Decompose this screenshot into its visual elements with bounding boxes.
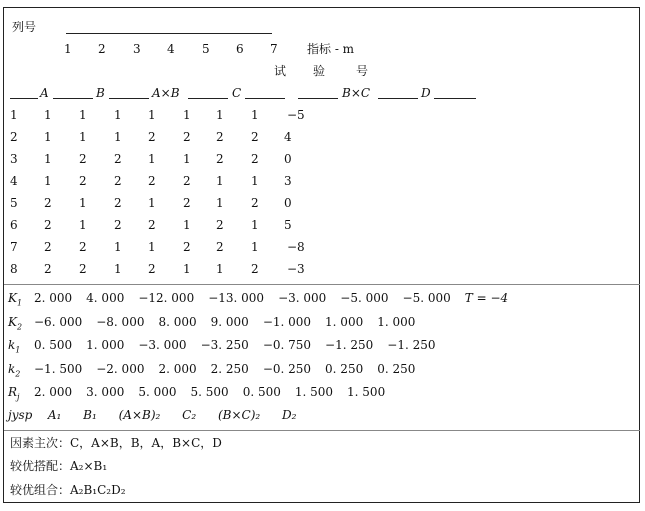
row-number: 4 (10, 174, 18, 188)
table-cell: 1 (216, 108, 224, 122)
table-cell: 2 (148, 174, 156, 188)
table-cell: 1 (148, 196, 156, 210)
index-value: 0 (284, 196, 292, 210)
stat-value: 9. 000 (210, 314, 249, 329)
factor-rule (378, 98, 418, 99)
section-divider (4, 430, 640, 431)
stat-value: −1. 250 (387, 338, 436, 352)
stat-value: −12. 000 (138, 291, 195, 305)
stat-value: −2. 000 (96, 361, 145, 376)
table-cell: 2 (216, 130, 224, 144)
table-cell: 2 (251, 262, 259, 276)
factor-rule (188, 98, 228, 99)
table-cell: 1 (114, 262, 122, 276)
factor-rule (10, 98, 38, 99)
factor-label: C (232, 86, 242, 100)
table-cell: 2 (79, 152, 87, 166)
stat-value: 2. 250 (210, 361, 249, 376)
stat-value: 0. 500 (242, 385, 281, 399)
stat-value: −6. 000 (34, 314, 83, 329)
table-cell: 2 (148, 218, 156, 232)
table-cell: 1 (251, 174, 259, 188)
stat-value: 5. 500 (190, 385, 229, 399)
table-cell: 1 (79, 108, 87, 122)
table-cell: 1 (114, 130, 122, 144)
column-number: 5 (202, 42, 210, 56)
index-value: −3 (287, 262, 305, 276)
index-value: 3 (284, 174, 292, 188)
jysp-item: C₂ (182, 408, 197, 422)
table-cell: 2 (183, 240, 191, 254)
table-cell: 2 (251, 130, 259, 144)
table-cell: 2 (79, 174, 87, 188)
table-cell: 2 (216, 240, 224, 254)
table-cell: 2 (148, 262, 156, 276)
table-cell: 2 (251, 152, 259, 166)
table-cell: 2 (251, 196, 259, 210)
stat-subscript: 1 (15, 345, 21, 355)
table-cell: 2 (148, 130, 156, 144)
stat-symbol: k (8, 338, 16, 352)
total-value: T = −4 (464, 291, 509, 305)
table-cell: 2 (114, 196, 122, 210)
column-number: 7 (270, 42, 278, 56)
table-cell: 1 (114, 108, 122, 122)
factor-rule (434, 98, 476, 99)
table-cell: 1 (251, 218, 259, 232)
table-cell: 2 (79, 240, 87, 254)
table-frame (3, 7, 640, 503)
header-rule (66, 33, 272, 34)
jysp-item: (B×C)₂ (217, 408, 261, 422)
stat-symbol: R (8, 385, 18, 399)
factor-rule (298, 98, 338, 99)
factor-rule (53, 98, 93, 99)
conclusion-factor-order: 因素主次：C，A×B，B，A，B×C，D (10, 436, 222, 450)
stat-label (8, 338, 34, 354)
stat-value: −3. 250 (200, 338, 249, 352)
table-cell: 1 (183, 218, 191, 232)
stat-value: −13. 000 (208, 291, 265, 305)
factor-label: D (421, 86, 431, 100)
stat-value: −1. 250 (325, 338, 374, 352)
table-cell: 2 (114, 218, 122, 232)
jysp-row (8, 408, 296, 422)
stat-row (8, 385, 399, 401)
stat-value: 8. 000 (158, 314, 197, 329)
test-label-2: 验 (313, 64, 326, 78)
stat-label (8, 315, 34, 331)
conclusion-best-combination: 较优组合：A₂B₁C₂D₂ (10, 483, 126, 497)
column-number: 3 (133, 42, 141, 56)
table-cell: 1 (183, 152, 191, 166)
table-cell: 2 (216, 218, 224, 232)
table-cell: 2 (183, 130, 191, 144)
row-number: 3 (10, 152, 18, 166)
stat-value: 1. 000 (325, 314, 364, 329)
row-number: 5 (10, 196, 18, 210)
jysp-label: jysp (8, 408, 33, 422)
stat-value: −1. 500 (34, 361, 83, 376)
row-number: 1 (10, 108, 18, 122)
stat-value: 2. 000 (158, 361, 197, 376)
table-cell: 1 (216, 174, 224, 188)
table-cell: 1 (148, 240, 156, 254)
stat-value: −8. 000 (96, 314, 145, 329)
index-value: 0 (284, 152, 292, 166)
table-cell: 2 (114, 152, 122, 166)
column-label: 列号 (12, 20, 37, 34)
conclusion-best-match: 较优搭配：A₂×B₁ (10, 459, 108, 473)
table-cell: 1 (114, 240, 122, 254)
stat-value: 0. 250 (325, 361, 364, 376)
table-cell: 2 (44, 196, 52, 210)
stat-label (8, 291, 34, 307)
stat-value: 3. 000 (86, 385, 125, 399)
index-value: −5 (287, 108, 305, 122)
row-number: 2 (10, 130, 18, 144)
stat-symbol: K (8, 314, 17, 329)
table-cell: 1 (216, 262, 224, 276)
stat-symbol: k (8, 361, 16, 376)
stat-value: 1. 500 (347, 385, 386, 399)
table-cell: 1 (44, 174, 52, 188)
table-cell: 2 (44, 262, 52, 276)
table-cell: 2 (44, 218, 52, 232)
jysp-item: B₁ (83, 408, 97, 422)
stat-subscript: 2 (16, 321, 23, 331)
test-label-3: 号 (356, 64, 369, 78)
table-cell: 1 (216, 196, 224, 210)
row-number: 7 (10, 240, 18, 254)
table-cell: 1 (44, 152, 52, 166)
column-number: 6 (236, 42, 244, 56)
stat-value: −3. 000 (138, 338, 187, 352)
stat-subscript: 2 (15, 368, 21, 378)
stat-subscript: j (17, 392, 20, 402)
table-cell: 1 (79, 196, 87, 210)
table-cell: 1 (148, 152, 156, 166)
section-divider (4, 284, 640, 285)
stat-value: −3. 000 (278, 291, 327, 305)
factor-label: B×C (342, 86, 371, 100)
column-number: 2 (98, 42, 106, 56)
table-cell: 1 (251, 108, 259, 122)
stat-row (8, 338, 450, 354)
table-cell: 1 (148, 108, 156, 122)
table-cell: 1 (183, 262, 191, 276)
stat-value: 2. 000 (34, 291, 73, 305)
stat-value: 1. 500 (294, 385, 334, 399)
jysp-item: (A×B)₂ (118, 408, 161, 422)
stat-value: −5. 000 (340, 291, 389, 305)
table-cell: 2 (114, 174, 122, 188)
jysp-item: D₂ (282, 408, 297, 422)
stat-value: −0. 250 (262, 361, 312, 376)
stat-row (8, 315, 429, 331)
column-number: 4 (167, 42, 175, 56)
stat-value: 0. 500 (34, 338, 73, 352)
stat-label (8, 385, 34, 401)
stat-value: −5. 000 (402, 291, 451, 305)
table-cell: 1 (79, 218, 87, 232)
index-value: −8 (287, 240, 305, 254)
table-cell: 1 (79, 130, 87, 144)
factor-rule (109, 98, 149, 99)
factor-rule (245, 98, 285, 99)
stat-symbol: K (8, 291, 17, 305)
table-cell: 2 (216, 152, 224, 166)
table-cell: 2 (183, 196, 191, 210)
stat-value: 2. 000 (34, 385, 73, 399)
stat-value: 4. 000 (86, 291, 125, 305)
row-number: 6 (10, 218, 18, 232)
stat-value: −0. 750 (262, 338, 312, 352)
index-value: 4 (284, 130, 292, 144)
table-cell: 1 (44, 108, 52, 122)
table-cell: 2 (183, 174, 191, 188)
table-cell: 1 (183, 108, 191, 122)
index-label: 指标 - m (307, 42, 355, 56)
stat-value: 5. 000 (138, 385, 177, 399)
stat-subscript: 1 (16, 298, 23, 308)
row-number: 8 (10, 262, 18, 276)
jysp-item: A₁ (47, 408, 62, 422)
column-number: 1 (64, 42, 72, 56)
stat-value: 1. 000 (377, 314, 416, 329)
stat-value: 1. 000 (86, 338, 125, 352)
table-cell: 1 (44, 130, 52, 144)
table-cell: 1 (251, 240, 259, 254)
factor-label: A (40, 86, 49, 100)
stat-row (8, 362, 429, 378)
table-cell: 2 (79, 262, 87, 276)
table-cell: 2 (44, 240, 52, 254)
stat-value: 0. 250 (377, 361, 416, 376)
stat-value: −1. 000 (262, 314, 312, 329)
index-value: 5 (284, 218, 292, 232)
factor-label: A×B (152, 86, 180, 100)
factor-label: B (96, 86, 105, 100)
stat-row (8, 291, 508, 307)
stat-label (8, 362, 34, 378)
test-label-1: 试 (274, 64, 287, 78)
